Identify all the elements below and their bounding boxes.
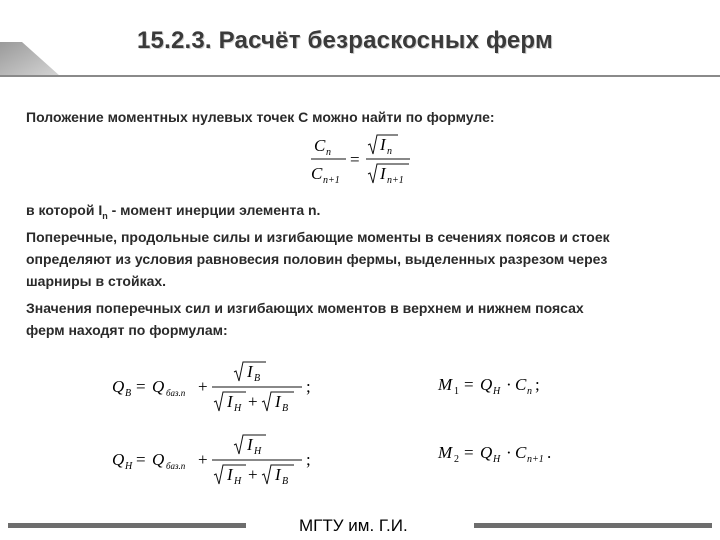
svg-text:баз.п: баз.п [166, 461, 186, 471]
svg-text:I: I [380, 135, 386, 154]
svg-text:C: C [515, 375, 527, 394]
paragraph-line: определяют из условия равновесия половин фермы, выделенных разрезом через [26, 251, 608, 267]
svg-text:+: + [198, 377, 208, 396]
svg-text:;: ; [306, 450, 311, 469]
svg-text:B: B [282, 476, 289, 487]
svg-text:=: = [350, 150, 360, 169]
svg-text:B: B [254, 373, 261, 384]
svg-text:I: I [247, 435, 253, 454]
svg-text:;: ; [306, 377, 311, 396]
svg-text:n: n [326, 147, 331, 158]
svg-text:H: H [234, 403, 242, 414]
svg-text:I: I [227, 392, 233, 411]
svg-text:H: H [493, 386, 501, 397]
svg-text:баз.п: баз.п [166, 388, 186, 398]
svg-text:I: I [275, 465, 281, 484]
svg-text:M: M [438, 375, 453, 394]
svg-text:H: H [254, 446, 262, 457]
footer-institution: МГТУ им. Г.И. [299, 516, 408, 535]
svg-text:I: I [275, 392, 281, 411]
paragraph-line: Значения поперечных сил и изгибающих моментов в верхнем и нижнем поясах [26, 300, 584, 316]
svg-text:=: = [464, 443, 474, 462]
paragraph-forces [26, 226, 610, 292]
svg-text:+: + [248, 465, 258, 484]
svg-text:;: ; [535, 375, 540, 394]
svg-text:B: B [282, 403, 289, 414]
paragraph-line: Поперечные, продольные силы и изгибающие моменты в сечениях поясов и стоек [26, 229, 610, 245]
svg-text:H: H [493, 454, 501, 465]
svg-text:Q: Q [152, 450, 165, 469]
svg-text:C: C [314, 136, 326, 155]
svg-text:B: B [125, 388, 132, 399]
svg-text:=: = [136, 450, 146, 469]
svg-text:H: H [125, 461, 133, 472]
footer-bar-right [474, 523, 712, 528]
svg-text:n: n [387, 146, 392, 157]
footer-bar-left [8, 523, 246, 528]
svg-text:=: = [464, 375, 474, 394]
svg-text:Q: Q [112, 377, 125, 396]
formula-moment-1 [436, 372, 566, 400]
svg-text:=: = [136, 377, 146, 396]
svg-text:n+1: n+1 [527, 454, 544, 465]
formula-zero-points [306, 132, 416, 188]
svg-text:·: · [506, 375, 512, 394]
paragraph-zero-points: Положение моментных нулевых точек С можно найти по формуле: [26, 109, 495, 125]
svg-text:Q: Q [480, 443, 493, 462]
paragraph-inertia-definition [26, 199, 320, 227]
svg-text:1: 1 [454, 386, 459, 397]
svg-text:.: . [547, 443, 552, 462]
svg-text:n+1: n+1 [387, 175, 404, 186]
svg-text:n: n [527, 386, 532, 397]
svg-text:+: + [198, 450, 208, 469]
svg-text:M: M [438, 443, 453, 462]
svg-text:I: I [227, 465, 233, 484]
paragraph-line: шарниры в стойках. [26, 273, 167, 289]
svg-text:I: I [380, 164, 386, 183]
svg-text:·: · [506, 443, 512, 462]
svg-text:C: C [515, 443, 527, 462]
formula-shear-lower [108, 428, 318, 490]
svg-text:Q: Q [152, 377, 165, 396]
text-prefix: в которой I [26, 202, 103, 218]
svg-text:C: C [311, 164, 323, 183]
formula-moment-2 [436, 440, 576, 468]
paragraph-line: ферм находят по формулам: [26, 322, 228, 338]
subscript-n: n [102, 210, 108, 221]
paragraph-values [26, 297, 584, 341]
svg-text:Q: Q [112, 450, 125, 469]
svg-text:H: H [234, 476, 242, 487]
svg-text:+: + [248, 392, 258, 411]
corner-decoration [0, 42, 60, 76]
svg-text:2: 2 [454, 454, 459, 465]
formula-shear-upper [108, 355, 318, 417]
page-title: 15.2.3. Расчёт безраскосных ферм [137, 27, 553, 54]
svg-text:Q: Q [480, 375, 493, 394]
text-suffix: - момент инерции элемента n. [107, 202, 321, 218]
svg-text:I: I [247, 362, 253, 381]
svg-text:n+1: n+1 [323, 175, 340, 186]
header-divider [0, 75, 720, 77]
